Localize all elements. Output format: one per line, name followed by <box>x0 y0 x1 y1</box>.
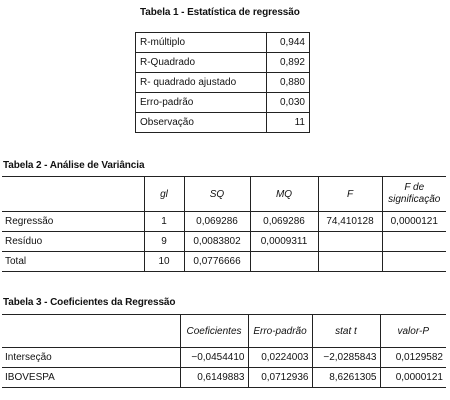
header-gl: gl <box>144 177 184 212</box>
stat-label: R- quadrado ajustado <box>136 73 267 93</box>
variance-analysis-table <box>2 176 446 272</box>
stat-label: Erro-padrão <box>136 93 267 113</box>
row-label: Interseção <box>2 348 180 368</box>
stat-value: 0,030 <box>266 93 309 113</box>
table-row <box>2 368 446 388</box>
cell-fsig <box>382 232 446 252</box>
cell-gl: 1 <box>144 212 184 232</box>
table-row <box>2 212 446 232</box>
stat-label: Observação <box>136 113 267 133</box>
cell-f <box>318 252 382 272</box>
row-label: Regressão <box>2 212 144 232</box>
cell-gl: 9 <box>144 232 184 252</box>
header-coefficients: Coeficientes <box>180 315 248 348</box>
cell-sq: 0,0776666 <box>184 252 250 272</box>
cell-gl: 10 <box>144 252 184 272</box>
table-row <box>136 53 310 73</box>
cell-f: 74,410128 <box>318 212 382 232</box>
row-label: Resíduo <box>2 232 144 252</box>
cell-erro: 0,0712936 <box>248 368 312 388</box>
cell-sq: 0,0083802 <box>184 232 250 252</box>
table-row <box>136 73 310 93</box>
table3-title: Tabela 3 - Coeficientes da Regressão <box>3 297 176 308</box>
stat-value: 0,944 <box>266 33 309 53</box>
cell-erro: 0,0224003 <box>248 348 312 368</box>
table-row <box>2 348 446 368</box>
header-empty <box>2 177 144 212</box>
cell-stat: −2,0285843 <box>312 348 380 368</box>
cell-coef: 0,6149883 <box>180 368 248 388</box>
cell-p: 0,0129582 <box>380 348 446 368</box>
header-stat-t: stat t <box>312 315 380 348</box>
header-p-value: valor-P <box>380 315 446 348</box>
cell-sq: 0,069286 <box>184 212 250 232</box>
table-row <box>136 93 310 113</box>
table-header-row <box>2 315 446 348</box>
regression-statistics-table <box>135 32 310 133</box>
cell-mq: 0,0009311 <box>250 232 318 252</box>
stat-label: R-múltiplo <box>136 33 267 53</box>
row-label: IBOVESPA <box>2 368 180 388</box>
cell-f <box>318 232 382 252</box>
table-row <box>136 33 310 53</box>
table-row <box>2 252 446 272</box>
cell-mq: 0,069286 <box>250 212 318 232</box>
header-f-significance: F de significação <box>382 177 446 212</box>
table-row <box>136 113 310 133</box>
header-standard-error: Erro-padrão <box>248 315 312 348</box>
table2-title: Tabela 2 - Análise de Variância <box>3 160 145 171</box>
table1-title: Tabela 1 - Estatística de regressão <box>140 7 300 18</box>
header-f: F <box>318 177 382 212</box>
table-row <box>2 232 446 252</box>
cell-fsig <box>382 252 446 272</box>
header-sq: SQ <box>184 177 250 212</box>
regression-coefficients-table <box>2 314 446 388</box>
cell-mq <box>250 252 318 272</box>
table-header-row <box>2 177 446 212</box>
stat-value: 11 <box>266 113 309 133</box>
stat-value: 0,892 <box>266 53 309 73</box>
cell-stat: 8,6261305 <box>312 368 380 388</box>
cell-fsig: 0,0000121 <box>382 212 446 232</box>
stat-label: R-Quadrado <box>136 53 267 73</box>
header-mq: MQ <box>250 177 318 212</box>
header-empty <box>2 315 180 348</box>
cell-p: 0,0000121 <box>380 368 446 388</box>
cell-coef: −0,0454410 <box>180 348 248 368</box>
stat-value: 0,880 <box>266 73 309 93</box>
row-label: Total <box>2 252 144 272</box>
